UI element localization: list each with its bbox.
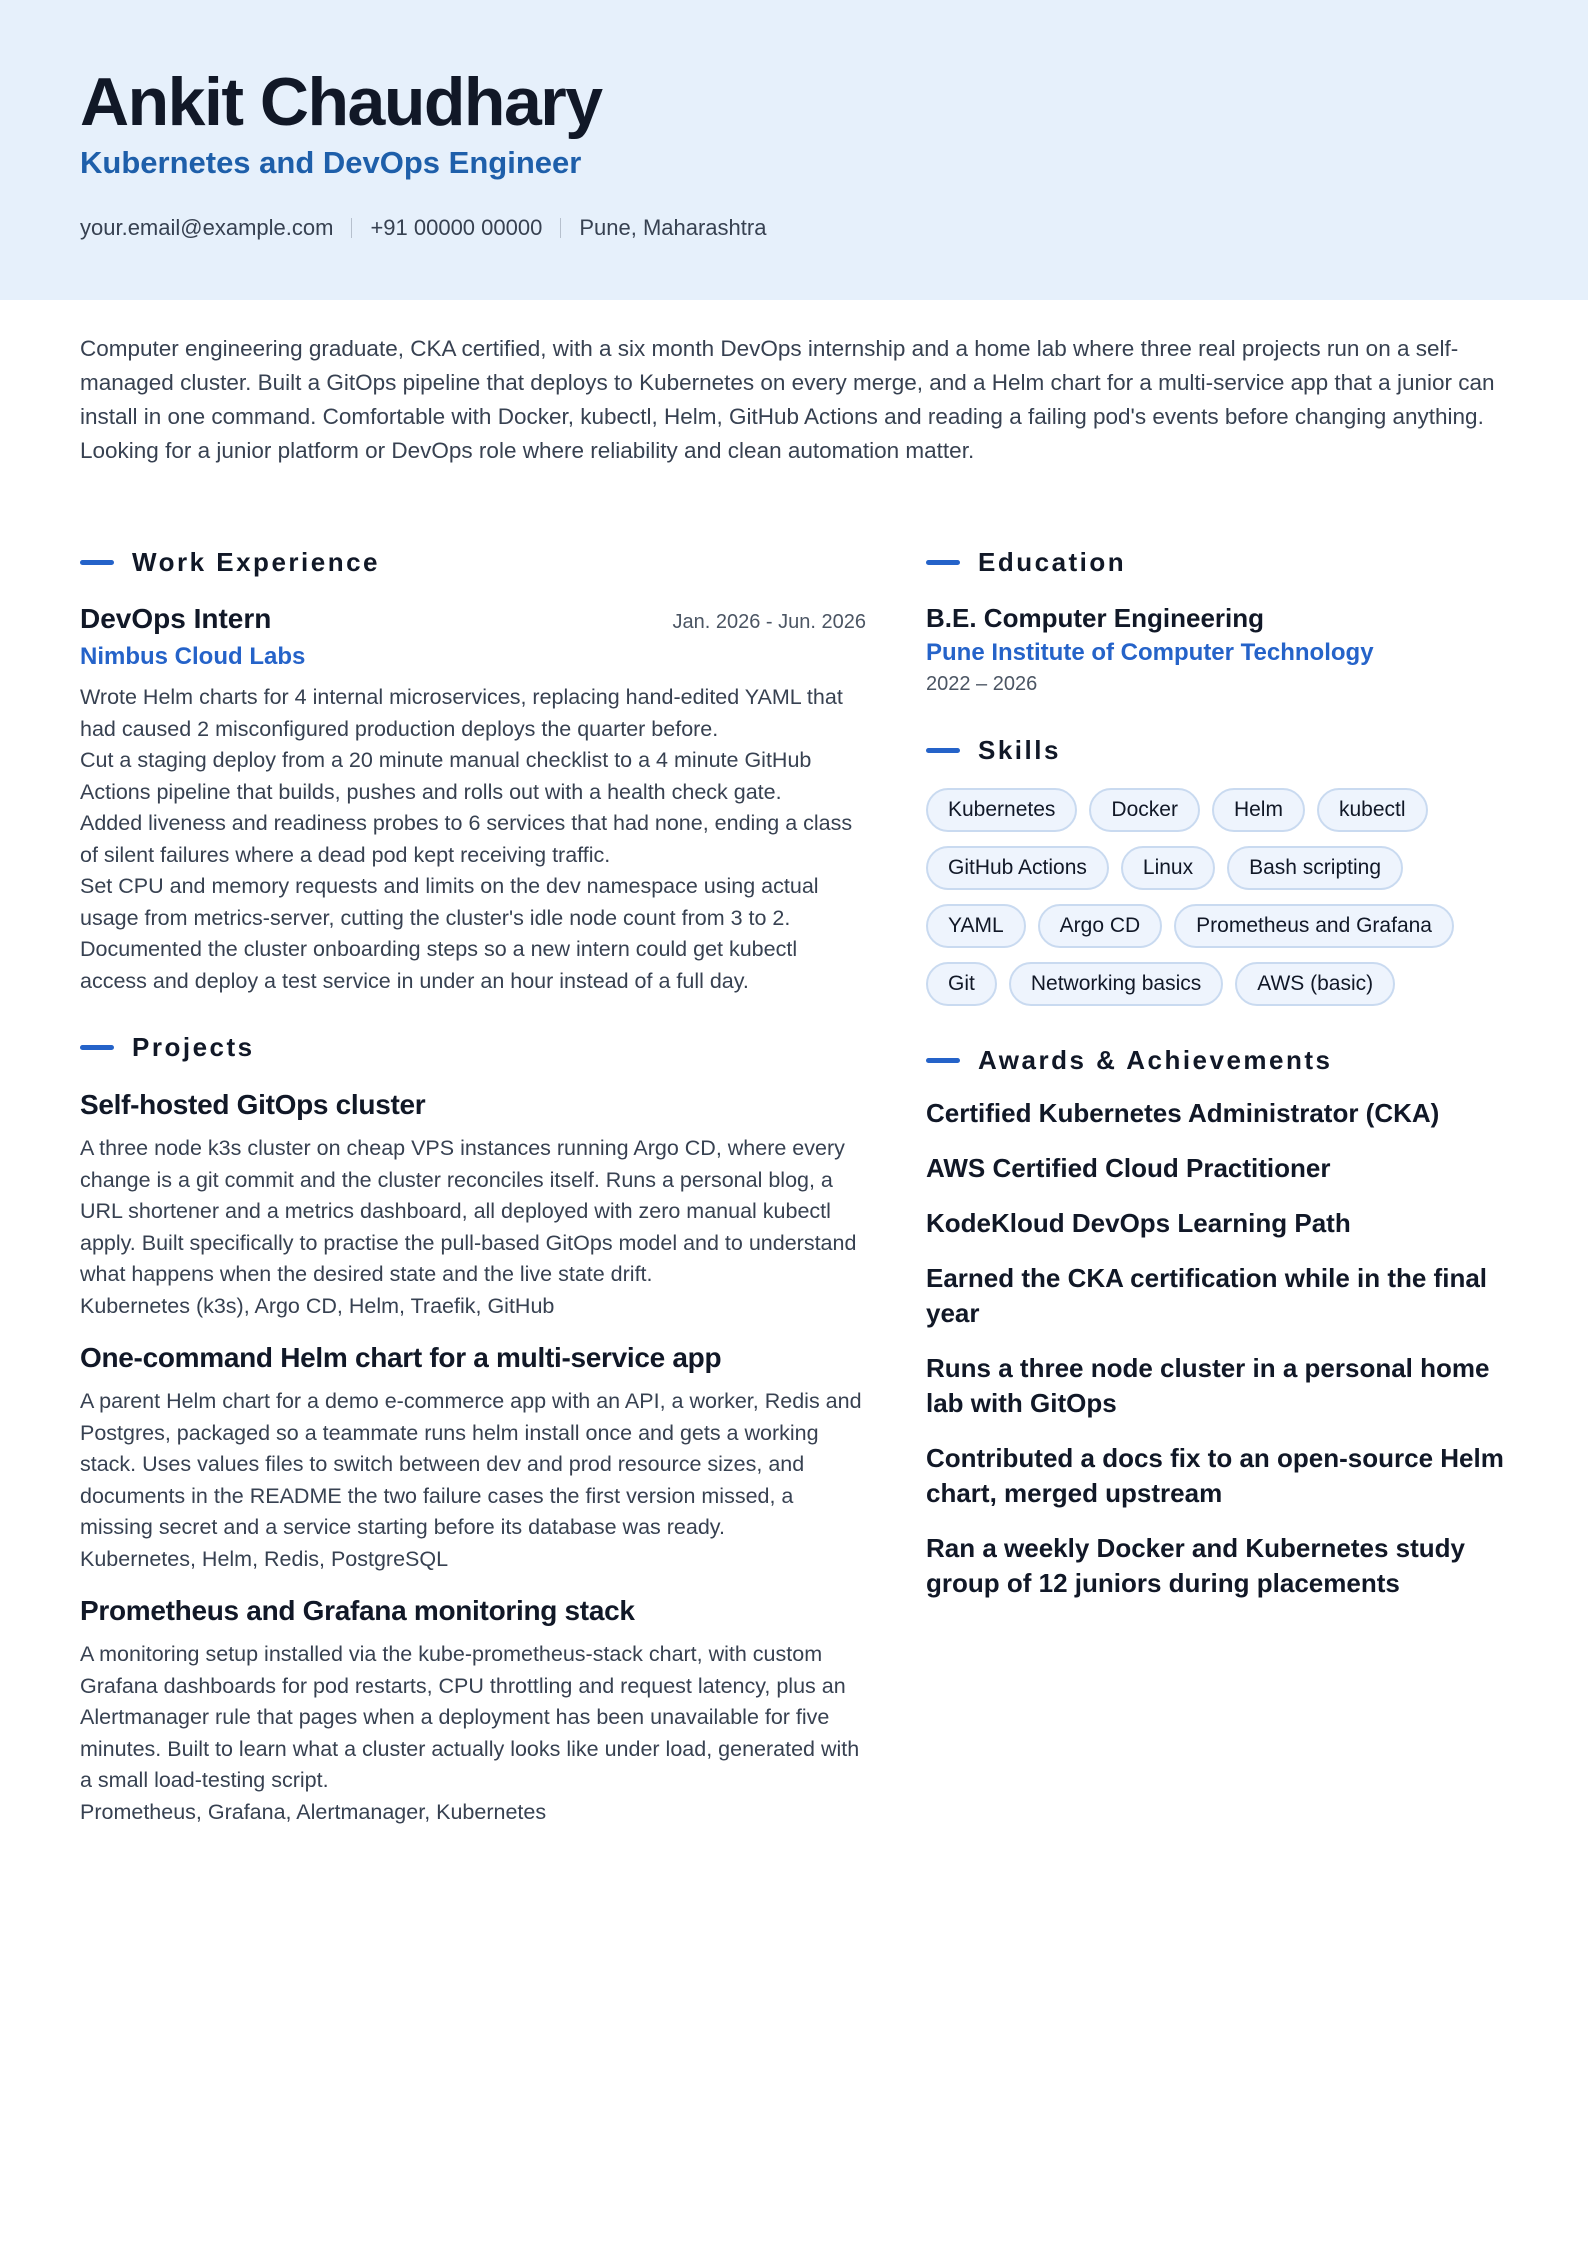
education-degree: B.E. Computer Engineering — [926, 603, 1265, 633]
section-accent-bar — [80, 1045, 114, 1050]
section-header — [926, 540, 1516, 584]
skill-chip: Argo CD — [1038, 904, 1163, 948]
education-school: Pune Institute of Computer Technology — [926, 639, 1374, 666]
section-title: Education — [978, 546, 1127, 577]
awards-section — [926, 1038, 1516, 1601]
project-title: Self-hosted GitOps cluster — [80, 1089, 426, 1120]
section-header — [926, 1038, 1516, 1082]
contact-phone[interactable]: +91 00000 00000 — [370, 215, 543, 240]
education-years: 2022 – 2026 — [926, 673, 1038, 695]
section-accent-bar — [926, 1058, 960, 1063]
section-accent-bar — [926, 560, 960, 565]
award-item: AWS Certified Cloud Practitioner — [926, 1153, 1331, 1183]
skill-chip: Networking basics — [1009, 962, 1223, 1006]
contact-info — [80, 213, 766, 243]
skill-chip: Git — [926, 962, 997, 1006]
skill-chip: Linux — [1121, 846, 1215, 890]
section-header — [80, 1025, 866, 1069]
skill-chip: kubectl — [1317, 788, 1428, 832]
project-entry — [80, 1591, 866, 1828]
award-item: KodeKloud DevOps Learning Path — [926, 1208, 1351, 1238]
award-item: Ran a weekly Docker and Kubernetes study group of 12 juniors during placements — [926, 1533, 1465, 1598]
left-column — [80, 540, 866, 1828]
job-title: Kubernetes and DevOps Engineer — [80, 145, 582, 180]
project-entry — [80, 1085, 866, 1322]
right-column — [926, 540, 1516, 1601]
contact-divider — [560, 218, 561, 238]
job-header — [80, 600, 866, 638]
project-entry — [80, 1338, 866, 1575]
job-bullet: Wrote Helm charts for 4 internal microservices, replacing hand-edited YAML that had caused 2 misconfigured production deploys the quarter before. — [80, 685, 843, 741]
section-header — [926, 728, 1516, 772]
contact-divider — [351, 218, 352, 238]
resume-header — [0, 0, 1588, 300]
skill-chip-list — [926, 788, 1506, 1020]
section-header — [80, 540, 866, 584]
job-company: Nimbus Cloud Labs — [80, 643, 306, 670]
education-section — [926, 540, 1516, 698]
skill-chip: AWS (basic) — [1235, 962, 1395, 1006]
award-item: Earned the CKA certification while in the final year — [926, 1263, 1488, 1328]
section-title: Projects — [132, 1031, 255, 1062]
project-tech-stack: Kubernetes (k3s), Argo CD, Helm, Traefik, GitHub — [80, 1293, 555, 1318]
job-entry — [80, 600, 866, 997]
section-accent-bar — [80, 560, 114, 565]
skill-chip: Prometheus and Grafana — [1174, 904, 1454, 948]
contact-location: Pune, Maharashtra — [579, 215, 767, 240]
award-item: Contributed a docs fix to an open-source Helm chart, merged upstream — [926, 1443, 1504, 1508]
job-role: DevOps Intern — [80, 603, 272, 634]
award-item: Certified Kubernetes Administrator (CKA) — [926, 1098, 1440, 1128]
project-tech-stack: Prometheus, Grafana, Alertmanager, Kubernetes — [80, 1799, 547, 1824]
project-description: A parent Helm chart for a demo e-commerce app with an API, a worker, Redis and Postgres, packaged so a teammate runs helm install once and gets a working stack. Uses values files to switch between dev and prod resource sizes, and documents in the README the two failure cases the first version missed, a missing secret and a service starting before its database was ready. — [80, 1389, 862, 1539]
skill-chip: GitHub Actions — [926, 846, 1109, 890]
projects-section — [80, 1025, 866, 1828]
awards-list — [926, 1096, 1516, 1601]
project-tech-stack: Kubernetes, Helm, Redis, PostgreSQL — [80, 1546, 449, 1571]
project-title: One-command Helm chart for a multi-service app — [80, 1342, 722, 1373]
contact-email[interactable]: your.email@example.com — [80, 215, 334, 240]
section-title: Awards & Achievements — [978, 1044, 1333, 1075]
job-bullet: Set CPU and memory requests and limits on the dev namespace using actual usage from metrics-server, cutting the cluster's idle node count from 3 to 2. — [80, 874, 819, 930]
summary-paragraph: Computer engineering graduate, CKA certified, with a six month DevOps internship and a home lab where three real projects run on a self-managed cluster. Built a GitOps pipeline that deploys to Kubernetes on every merge, and a Helm chart for a multi-service app that a junior can install in one command. Comfortable with Docker, kubectl, Helm, GitHub Actions and reading a failing pod's events before changing anything. Looking for a junior platform or DevOps role where reliability and clean automation matter. — [80, 336, 1495, 463]
project-description: A monitoring setup installed via the kube-prometheus-stack chart, with custom Grafana dashboards for pod restarts, CPU throttling and request latency, plus an Alertmanager rule that pages when a deployment has been unavailable for five minutes. Built to learn what a cluster actually looks like under load, generated with a small load-testing script. — [80, 1642, 860, 1792]
skill-chip: Docker — [1089, 788, 1200, 832]
job-dates: Jan. 2026 - Jun. 2026 — [672, 611, 866, 633]
skill-chip: Helm — [1212, 788, 1305, 832]
skill-chip: Bash scripting — [1227, 846, 1403, 890]
section-accent-bar — [926, 748, 960, 753]
job-bullet: Cut a staging deploy from a 20 minute manual checklist to a 4 minute GitHub Actions pipeline that builds, pushes and rolls out with a health check gate. — [80, 748, 812, 804]
section-title: Work Experience — [132, 546, 381, 577]
skill-chip: Kubernetes — [926, 788, 1077, 832]
award-item: Runs a three node cluster in a personal home lab with GitOps — [926, 1353, 1490, 1418]
work-experience-section — [80, 540, 866, 997]
project-title: Prometheus and Grafana monitoring stack — [80, 1595, 635, 1626]
job-bullet-list — [80, 682, 866, 997]
candidate-name: Ankit Chaudhary — [80, 64, 602, 140]
skills-section — [926, 728, 1516, 1020]
project-description: A three node k3s cluster on cheap VPS instances running Argo CD, where every change is a git commit and the cluster reconciles itself. Runs a personal blog, a URL shortener and a metrics dashboard, all deployed with zero manual kubectl apply. Built specifically to practise the pull-based GitOps model and to understand what happens when the desired state and the live state drift. — [80, 1136, 857, 1286]
section-title: Skills — [978, 734, 1061, 765]
skill-chip: YAML — [926, 904, 1026, 948]
job-bullet: Added liveness and readiness probes to 6 services that had none, ending a class of silent failures where a dead pod kept receiving traffic. — [80, 811, 853, 867]
job-bullet: Documented the cluster onboarding steps so a new intern could get kubectl access and deploy a test service in under an hour instead of a full day. — [80, 937, 798, 993]
